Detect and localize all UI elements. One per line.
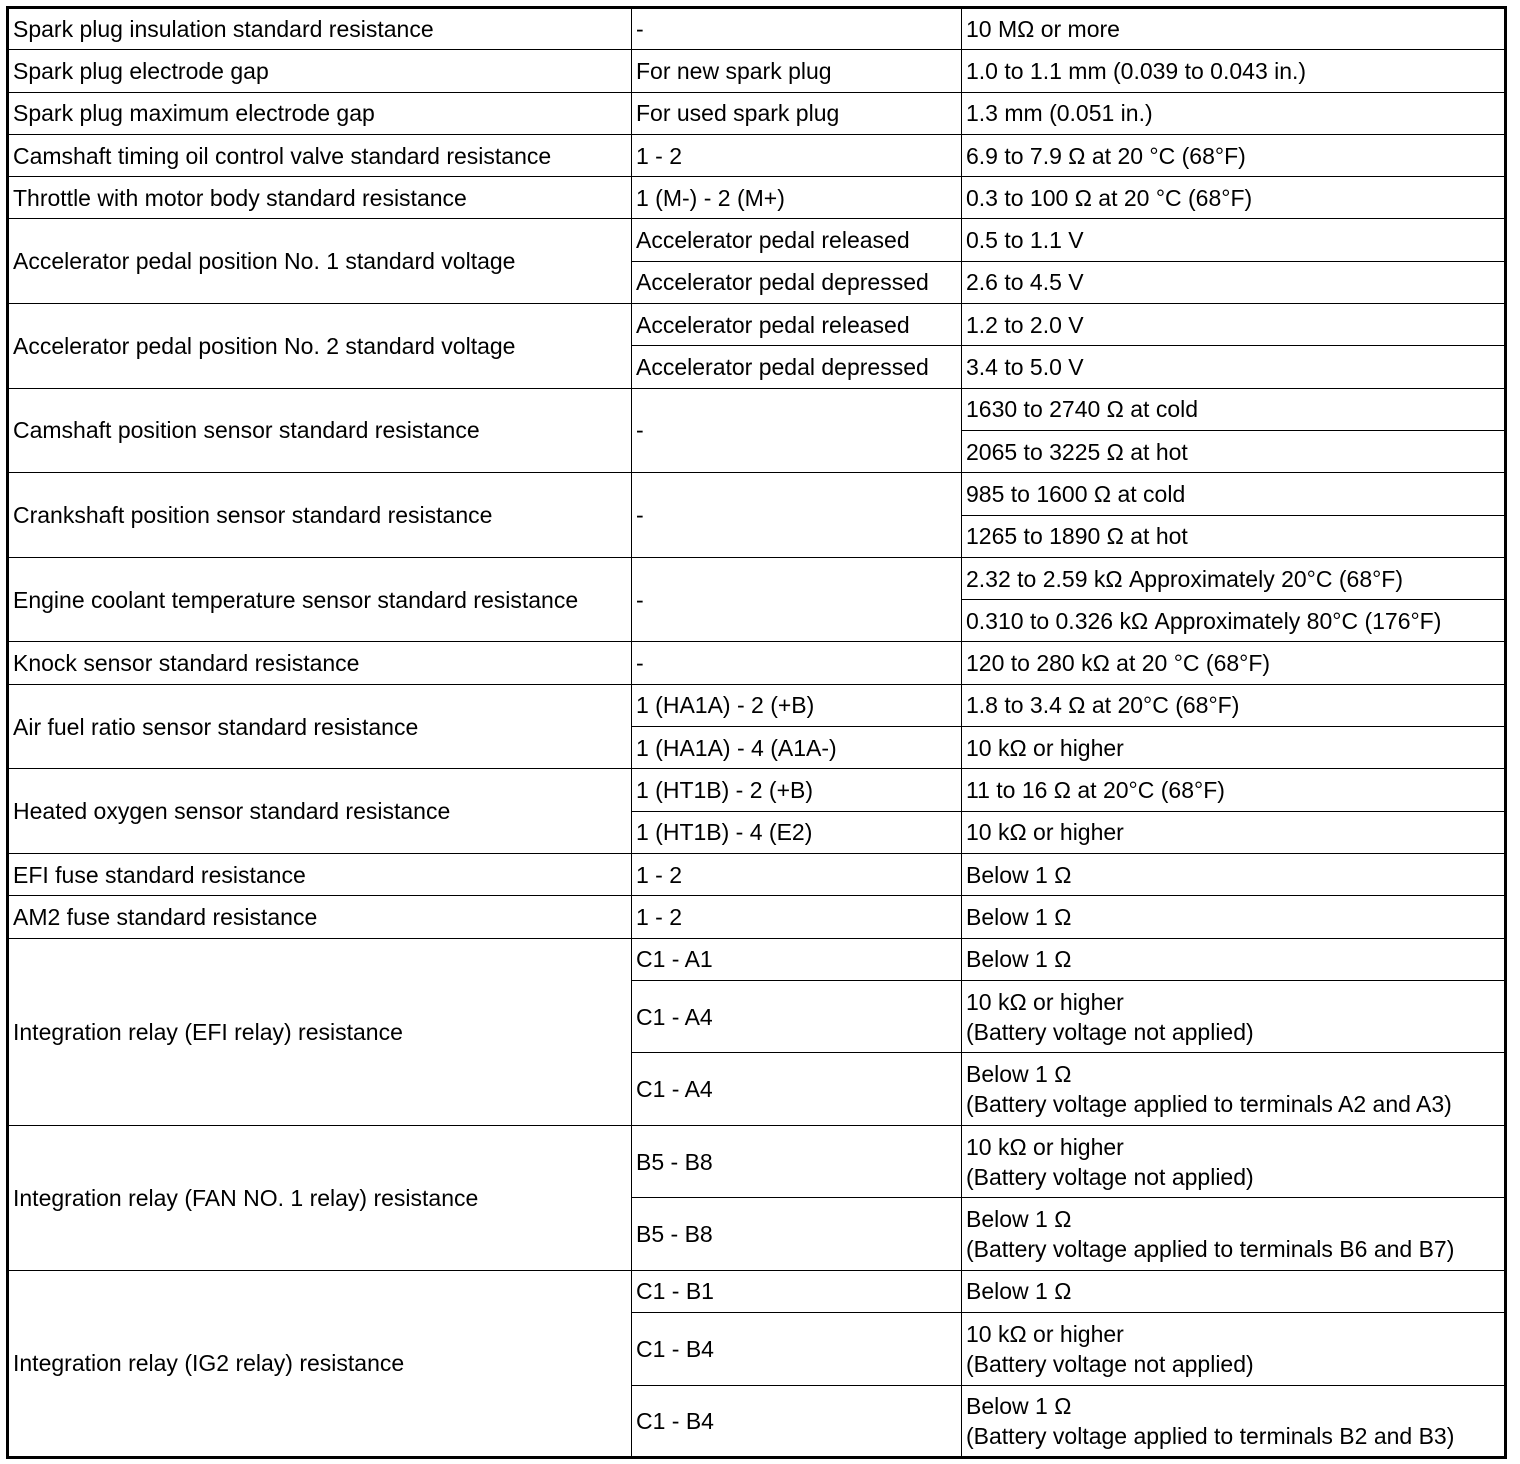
condition-cell: 1 - 2 <box>632 853 962 895</box>
item-cell: Spark plug electrode gap <box>8 50 632 92</box>
spec-cell: 10 MΩ or more <box>962 8 1506 50</box>
condition-cell: Accelerator pedal released <box>632 304 962 346</box>
spec-cell: 10 kΩ or higher (Battery voltage not applied) <box>962 980 1506 1053</box>
condition-cell: C1 - A4 <box>632 980 962 1053</box>
table-row <box>8 557 1506 599</box>
table-row <box>8 304 1506 346</box>
spec-cell: 1.3 mm (0.051 in.) <box>962 92 1506 134</box>
condition-cell: 1 (HT1B) - 4 (E2) <box>632 811 962 853</box>
condition-cell: 1 (M-) - 2 (M+) <box>632 177 962 219</box>
spec-cell: 10 kΩ or higher (Battery voltage not applied) <box>962 1313 1506 1386</box>
spec-cell: Below 1 Ω <box>962 853 1506 895</box>
table-row <box>8 769 1506 811</box>
condition-cell: For used spark plug <box>632 92 962 134</box>
item-cell: Integration relay (IG2 relay) resistance <box>8 1270 632 1457</box>
table-row <box>8 134 1506 176</box>
condition-cell: Accelerator pedal depressed <box>632 346 962 388</box>
item-cell: Accelerator pedal position No. 1 standard voltage <box>8 219 632 304</box>
condition-cell: - <box>632 473 962 558</box>
spec-cell: 10 kΩ or higher <box>962 811 1506 853</box>
item-cell: Heated oxygen sensor standard resistance <box>8 769 632 854</box>
item-cell: Crankshaft position sensor standard resistance <box>8 473 632 558</box>
condition-cell: For new spark plug <box>632 50 962 92</box>
item-cell: Air fuel ratio sensor standard resistance <box>8 684 632 769</box>
condition-cell: 1 (HA1A) - 4 (A1A-) <box>632 727 962 769</box>
spec-cell: 1630 to 2740 Ω at cold <box>962 388 1506 430</box>
spec-table-body <box>8 8 1506 1458</box>
spec-cell: 0.3 to 100 Ω at 20 °C (68°F) <box>962 177 1506 219</box>
spec-cell: 2.6 to 4.5 V <box>962 261 1506 303</box>
condition-cell: B5 - B8 <box>632 1125 962 1198</box>
spec-cell: 0.310 to 0.326 kΩ Approximately 80°C (176°F) <box>962 600 1506 642</box>
item-cell: Accelerator pedal position No. 2 standard voltage <box>8 304 632 389</box>
spec-cell: 1.0 to 1.1 mm (0.039 to 0.043 in.) <box>962 50 1506 92</box>
condition-cell: C1 - A4 <box>632 1053 962 1126</box>
item-cell: Integration relay (FAN NO. 1 relay) resistance <box>8 1125 632 1270</box>
spec-cell: 10 kΩ or higher <box>962 727 1506 769</box>
table-row <box>8 388 1506 430</box>
item-cell: Throttle with motor body standard resistance <box>8 177 632 219</box>
table-row <box>8 50 1506 92</box>
item-cell: EFI fuse standard resistance <box>8 853 632 895</box>
condition-cell: 1 - 2 <box>632 134 962 176</box>
spec-cell: Below 1 Ω (Battery voltage applied to terminals A2 and A3) <box>962 1053 1506 1126</box>
condition-cell: 1 (HT1B) - 2 (+B) <box>632 769 962 811</box>
spec-cell: 1.2 to 2.0 V <box>962 304 1506 346</box>
table-row <box>8 219 1506 261</box>
spec-cell: 2.32 to 2.59 kΩ Approximately 20°C (68°F) <box>962 557 1506 599</box>
item-cell: Spark plug maximum electrode gap <box>8 92 632 134</box>
condition-cell: Accelerator pedal released <box>632 219 962 261</box>
table-row <box>8 896 1506 938</box>
spec-cell: Below 1 Ω <box>962 938 1506 980</box>
table-row <box>8 177 1506 219</box>
condition-cell: 1 (HA1A) - 2 (+B) <box>632 684 962 726</box>
condition-cell: Accelerator pedal depressed <box>632 261 962 303</box>
spec-cell: 10 kΩ or higher (Battery voltage not applied) <box>962 1125 1506 1198</box>
condition-cell: - <box>632 557 962 642</box>
spec-cell: 3.4 to 5.0 V <box>962 346 1506 388</box>
spec-cell: 120 to 280 kΩ at 20 °C (68°F) <box>962 642 1506 684</box>
item-cell: Integration relay (EFI relay) resistance <box>8 938 632 1125</box>
table-row <box>8 8 1506 50</box>
spec-cell: 1.8 to 3.4 Ω at 20°C (68°F) <box>962 684 1506 726</box>
table-row <box>8 1270 1506 1312</box>
table-row <box>8 938 1506 980</box>
spec-cell: 6.9 to 7.9 Ω at 20 °C (68°F) <box>962 134 1506 176</box>
item-cell: Engine coolant temperature sensor standard resistance <box>8 557 632 642</box>
table-row <box>8 642 1506 684</box>
table-row <box>8 92 1506 134</box>
spec-cell: Below 1 Ω <box>962 1270 1506 1312</box>
table-row <box>8 1125 1506 1198</box>
spec-cell: 0.5 to 1.1 V <box>962 219 1506 261</box>
table-row <box>8 853 1506 895</box>
spec-cell: 11 to 16 Ω at 20°C (68°F) <box>962 769 1506 811</box>
spec-table <box>6 6 1507 1459</box>
item-cell: Camshaft position sensor standard resistance <box>8 388 632 473</box>
item-cell: AM2 fuse standard resistance <box>8 896 632 938</box>
spec-cell: 2065 to 3225 Ω at hot <box>962 430 1506 472</box>
spec-cell: Below 1 Ω <box>962 896 1506 938</box>
table-row <box>8 473 1506 515</box>
condition-cell: C1 - B4 <box>632 1385 962 1458</box>
item-cell: Camshaft timing oil control valve standard resistance <box>8 134 632 176</box>
condition-cell: - <box>632 388 962 473</box>
condition-cell: B5 - B8 <box>632 1198 962 1271</box>
item-cell: Knock sensor standard resistance <box>8 642 632 684</box>
condition-cell: - <box>632 8 962 50</box>
condition-cell: 1 - 2 <box>632 896 962 938</box>
spec-cell: 1265 to 1890 Ω at hot <box>962 515 1506 557</box>
condition-cell: - <box>632 642 962 684</box>
spec-cell: 985 to 1600 Ω at cold <box>962 473 1506 515</box>
condition-cell: C1 - B4 <box>632 1313 962 1386</box>
spec-cell: Below 1 Ω (Battery voltage applied to terminals B6 and B7) <box>962 1198 1506 1271</box>
item-cell: Spark plug insulation standard resistance <box>8 8 632 50</box>
spec-cell: Below 1 Ω (Battery voltage applied to terminals B2 and B3) <box>962 1385 1506 1458</box>
table-row <box>8 684 1506 726</box>
condition-cell: C1 - B1 <box>632 1270 962 1312</box>
condition-cell: C1 - A1 <box>632 938 962 980</box>
